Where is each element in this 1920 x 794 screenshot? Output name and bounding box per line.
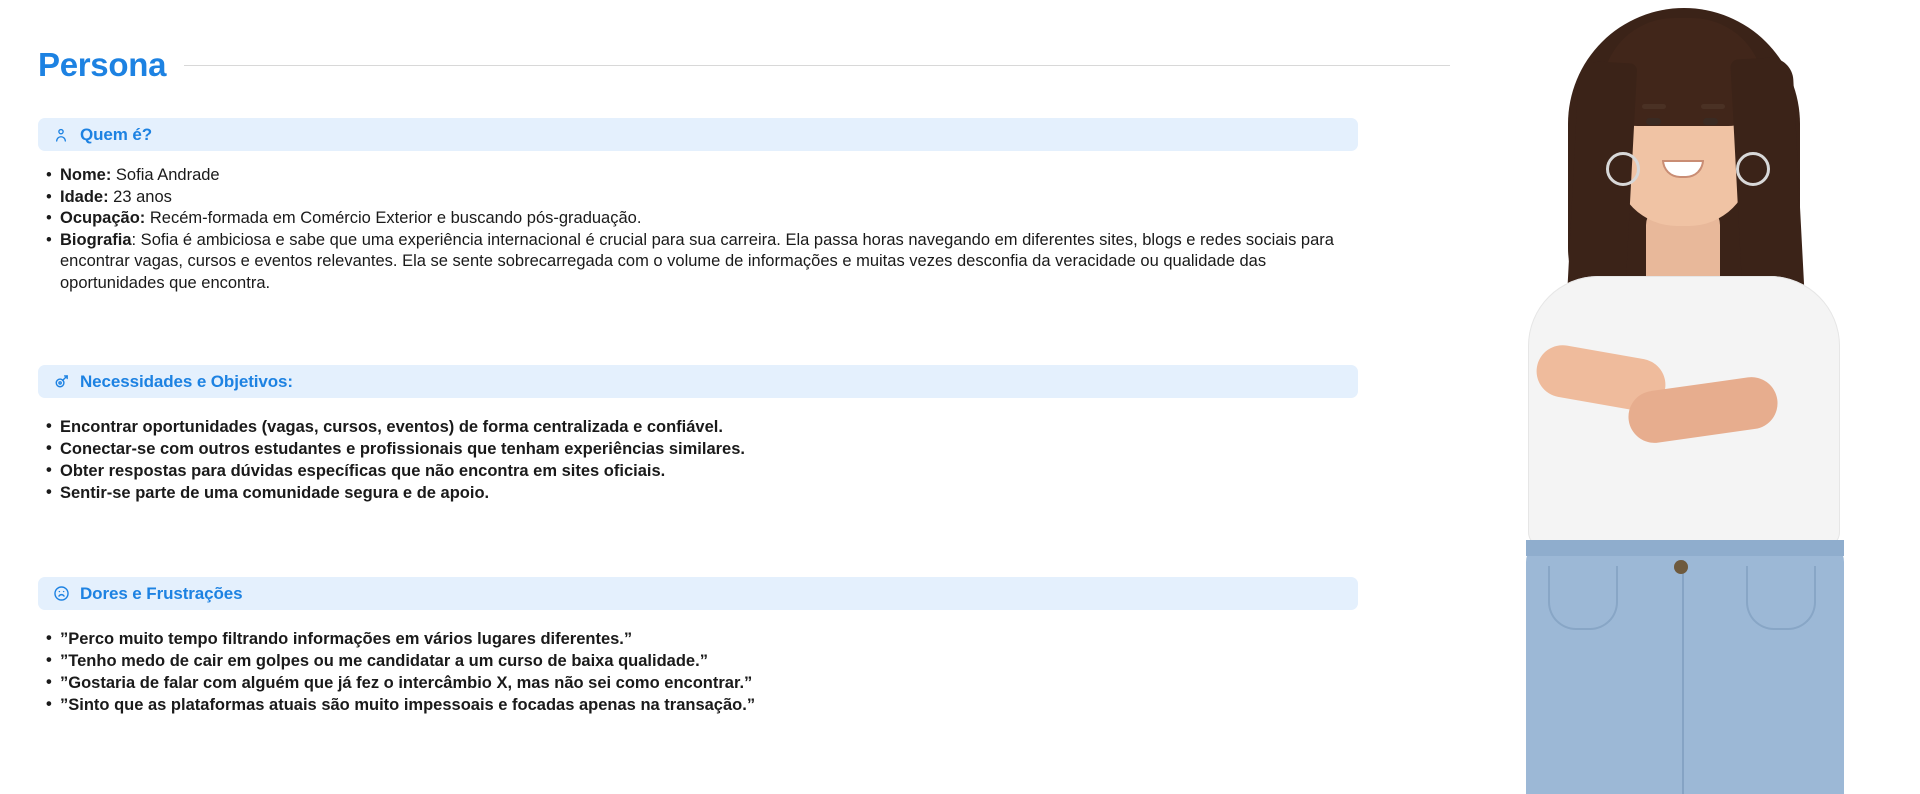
list-item — [38, 187, 1358, 209]
section-title-necessidades: Necessidades e Objetivos: — [80, 371, 293, 391]
list-item-label: Nome: — [60, 166, 112, 184]
sad-face-icon — [52, 585, 70, 603]
jeans-pocket-left-shape — [1548, 566, 1618, 630]
list-item-text: Sofia Andrade — [111, 166, 220, 184]
list-item: • ”Tenho medo de cair em golpes ou me candidatar a um curso de baixa qualidade.” — [38, 650, 1358, 672]
persona-photo-illustration — [1450, 0, 1920, 794]
earring-right-icon — [1736, 152, 1770, 186]
list-item-label: Biografia — [60, 230, 132, 249]
eyebrow-left-shape — [1642, 104, 1666, 109]
section-quem-e — [38, 118, 1358, 294]
waistband-shape — [1526, 540, 1844, 556]
bullet-list-necessidades — [38, 416, 1358, 504]
persona-photo — [1450, 0, 1920, 794]
list-item-text: 23 anos — [108, 187, 172, 206]
bullet-list-dores — [38, 628, 1358, 716]
eye-left-shape — [1646, 118, 1661, 125]
list-item — [38, 230, 1358, 295]
list-item: • ”Sinto que as plataformas atuais são muito impessoais e focadas apenas na transação.” — [38, 694, 1358, 716]
section-dores — [38, 577, 1358, 716]
section-header-dores — [38, 577, 1358, 610]
list-item: • Obter respostas para dúvidas específicas que não encontra em sites oficiais. — [38, 460, 1358, 482]
jeans-button-shape — [1674, 560, 1688, 574]
page-title: Persona — [38, 46, 167, 83]
list-item: • Conectar-se com outros estudantes e profissionais que tenham experiências similares. — [38, 438, 1358, 460]
eyebrow-right-shape — [1701, 104, 1725, 109]
jeans-seam-shape — [1682, 560, 1684, 794]
list-item-text: : Sofia é ambiciosa e sabe que uma experiência internacional é crucial para sua carreira. Ela passa horas navegando em diferentes sites, blogs e redes sociais para encontrar vagas, cursos e eventos relevantes. Ela se sente sobrecarregada com o volume de informações e muitas vezes desconfia da veracidade ou qualidade das oportunidades que encontra. — [60, 230, 1334, 292]
earring-left-icon — [1606, 152, 1640, 186]
jeans-pocket-right-shape — [1746, 566, 1816, 630]
spacer — [38, 294, 1358, 365]
list-item: • ”Gostaria de falar com alguém que já fez o intercâmbio X, mas não sei como encontrar.” — [38, 672, 1358, 694]
eye-right-shape — [1703, 118, 1718, 125]
section-header-quem-e — [38, 118, 1358, 151]
section-necessidades — [38, 365, 1358, 504]
target-goal-icon — [52, 373, 70, 391]
list-item-text: Recém-formada em Comércio Exterior e buscando pós-graduação. — [145, 209, 642, 227]
content-column — [38, 118, 1358, 716]
person-icon — [52, 126, 70, 144]
list-item: • Sentir-se parte de uma comunidade segura e de apoio. — [38, 482, 1358, 504]
list-item — [38, 165, 1358, 187]
section-title-dores: Dores e Frustrações — [80, 583, 243, 603]
list-item-label: Ocupação: — [60, 209, 146, 227]
list-item: • Encontrar oportunidades (vagas, cursos, eventos) de forma centralizada e confiável. — [38, 416, 1358, 438]
section-title-quem-e: Quem é? — [80, 124, 153, 144]
list-item — [38, 208, 1358, 230]
section-header-necessidades — [38, 365, 1358, 398]
spacer — [38, 504, 1358, 577]
photo-edge-fade — [1450, 0, 1520, 794]
list-item: • ”Perco muito tempo filtrando informações em vários lugares diferentes.” — [38, 628, 1358, 650]
bullet-list-quem-e — [38, 165, 1358, 294]
list-item-label: Idade: — [60, 187, 109, 206]
